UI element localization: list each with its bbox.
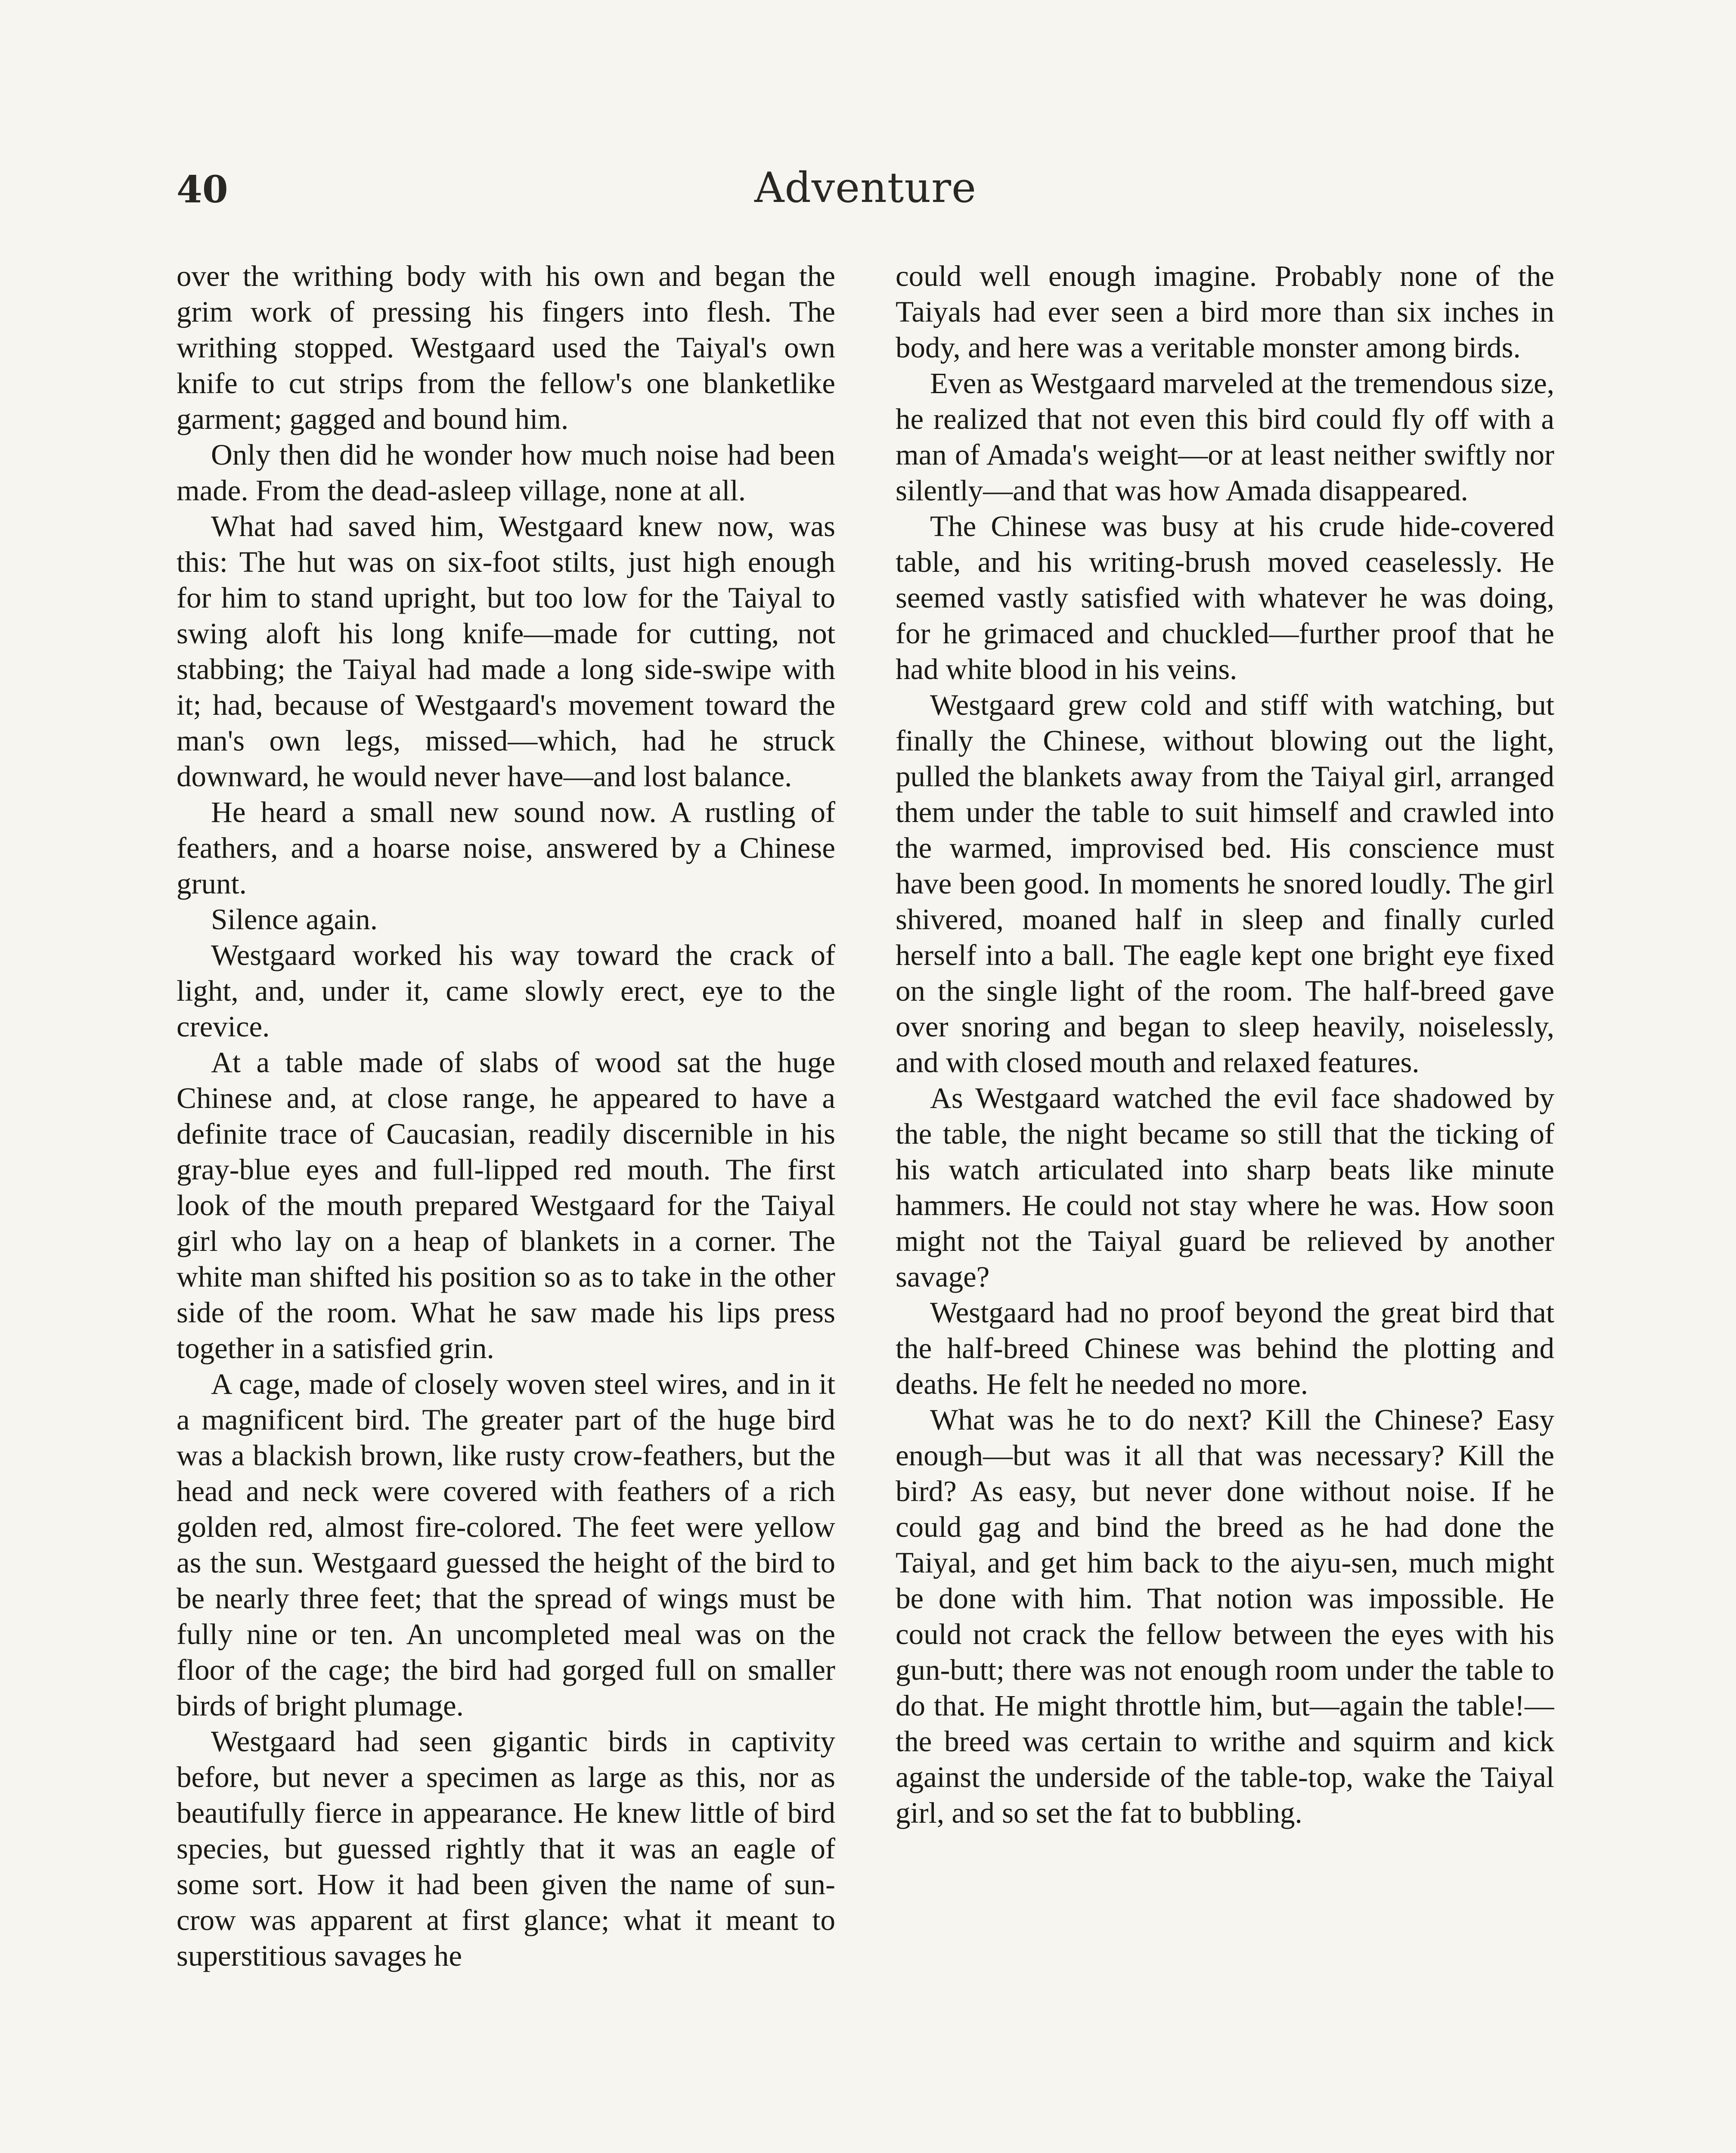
paragraph: Even as Westgaard marveled at the tremendous size, he realized that not even this bird could fly off with a man of Amada's weight—or at least neither swiftly nor silently—and that was how Amada disappeared. xyxy=(896,367,1554,507)
page-header xyxy=(177,164,1554,228)
paragraph: could well enough imagine. Probably none of the Taiyals had ever seen a bird more than six inches in body, and here was a veritable monster among birds. xyxy=(896,260,1554,364)
paragraph: Westgaard grew cold and stiff with watching, but finally the Chinese, without blowing out the light, pulled the blankets away from the Taiyal girl, arranged them under the table to suit himself and crawled into the warmed, improvised bed. His conscience must have been good. In moments he snored loudly. The girl shivered, moaned half in sleep and finally curled herself into a ball. The eagle kept one bright eye fixed on the single light of the room. The half-breed gave over snoring and began to sleep heavily, noiselessly, and with closed mouth and relaxed features. xyxy=(896,689,1554,1079)
paragraph: Westgaard had no proof beyond the great bird that the half-breed Chinese was behind the plotting and deaths. He felt he needed no more. xyxy=(896,1296,1554,1400)
paragraph: What had saved him, Westgaard knew now, was this: The hut was on six-foot stilts, just high enough for him to stand upright, but too low for the Taiyal to swing aloft his long knife—made for cutting, not stabbing; the Taiyal had made a long side-swipe with it; had, because of Westgaard's movement toward the man's own legs, missed—which, had he struck downward, he would never have—and lost balance. xyxy=(177,510,835,793)
paragraph: The Chinese was busy at his crude hide-covered table, and his writing-brush moved ceaselessly. He seemed vastly satisfied with whatever he was doing, for he grimaced and chuckled—further proof that he had white blood in his veins. xyxy=(896,510,1554,686)
page-number: 40 xyxy=(177,168,228,211)
text-columns xyxy=(177,258,1554,2153)
paragraph: A cage, made of closely woven steel wires, and in it a magnificent bird. The greater part of the huge bird was a blackish brown, like rusty crow-feathers, but the head and neck were covered with feathers of a rich golden red, almost fire-colored. The feet were yellow as the sun. Westgaard guessed the height of the bird to be nearly three feet; that the spread of wings must be fully nine or ten. An uncompleted meal was on the floor of the cage; the bird had gorged full on smaller birds of bright plumage. xyxy=(177,1368,835,1722)
running-title: Adventure xyxy=(754,164,976,212)
left-column xyxy=(177,258,835,2153)
paragraph: What was he to do next? Kill the Chinese? Easy enough—but was it all that was necessary? Kill the bird? As easy, but never done without noise. If he could gag and bind the breed as he had done the Taiyal, and get him back to the aiyu-sen, much might be done with him. That notion was impossible. He could not crack the fellow between the eyes with his gun-butt; there was not enough room under the table to do that. He might throttle him, but—again the table!—the breed was certain to writhe and squirm and kick against the underside of the table-top, wake the Taiyal girl, and so set the fat to bubbling. xyxy=(896,1403,1554,1829)
paragraph: Silence again. xyxy=(211,903,378,936)
paragraph: Westgaard had seen gigantic birds in captivity before, but never a specimen as large as this, nor as beautifully fierce in appearance. He knew little of bird species, but guessed rightly that it was an eagle of some sort. How it had been given the name of sun-crow was apparent at first glance; what it meant to superstitious savages he xyxy=(177,1725,835,1972)
paragraph: At a table made of slabs of wood sat the huge Chinese and, at close range, he appeared to have a definite trace of Caucasian, readily discernible in his gray-blue eyes and full-lipped red mouth. The first look of the mouth prepared Westgaard for the Taiyal girl who lay on a heap of blankets in a corner. The white man shifted his position so as to take in the other side of the room. What he saw made his lips press together in a satisfied grin. xyxy=(177,1046,835,1365)
paragraph: As Westgaard watched the evil face shadowed by the table, the night became so still that the ticking of his watch articulated into sharp beats like minute hammers. He could not stay where he was. How soon might not the Taiyal guard be relieved by another savage? xyxy=(896,1082,1554,1293)
right-column xyxy=(896,258,1554,2153)
paragraph: over the writhing body with his own and began the grim work of pressing his fingers into flesh. The writhing stopped. Westgaard used the Taiyal's own knife to cut strips from the fellow's one blanketlike garment; gagged and bound him. xyxy=(177,260,835,435)
paragraph: Westgaard worked his way toward the crack of light, and, under it, came slowly erect, eye to the crevice. xyxy=(177,939,835,1043)
paragraph: He heard a small new sound now. A rustling of feathers, and a hoarse noise, answered by a Chinese grunt. xyxy=(177,796,835,900)
paragraph: Only then did he wonder how much noise had been made. From the dead-asleep village, none at all. xyxy=(177,438,835,507)
